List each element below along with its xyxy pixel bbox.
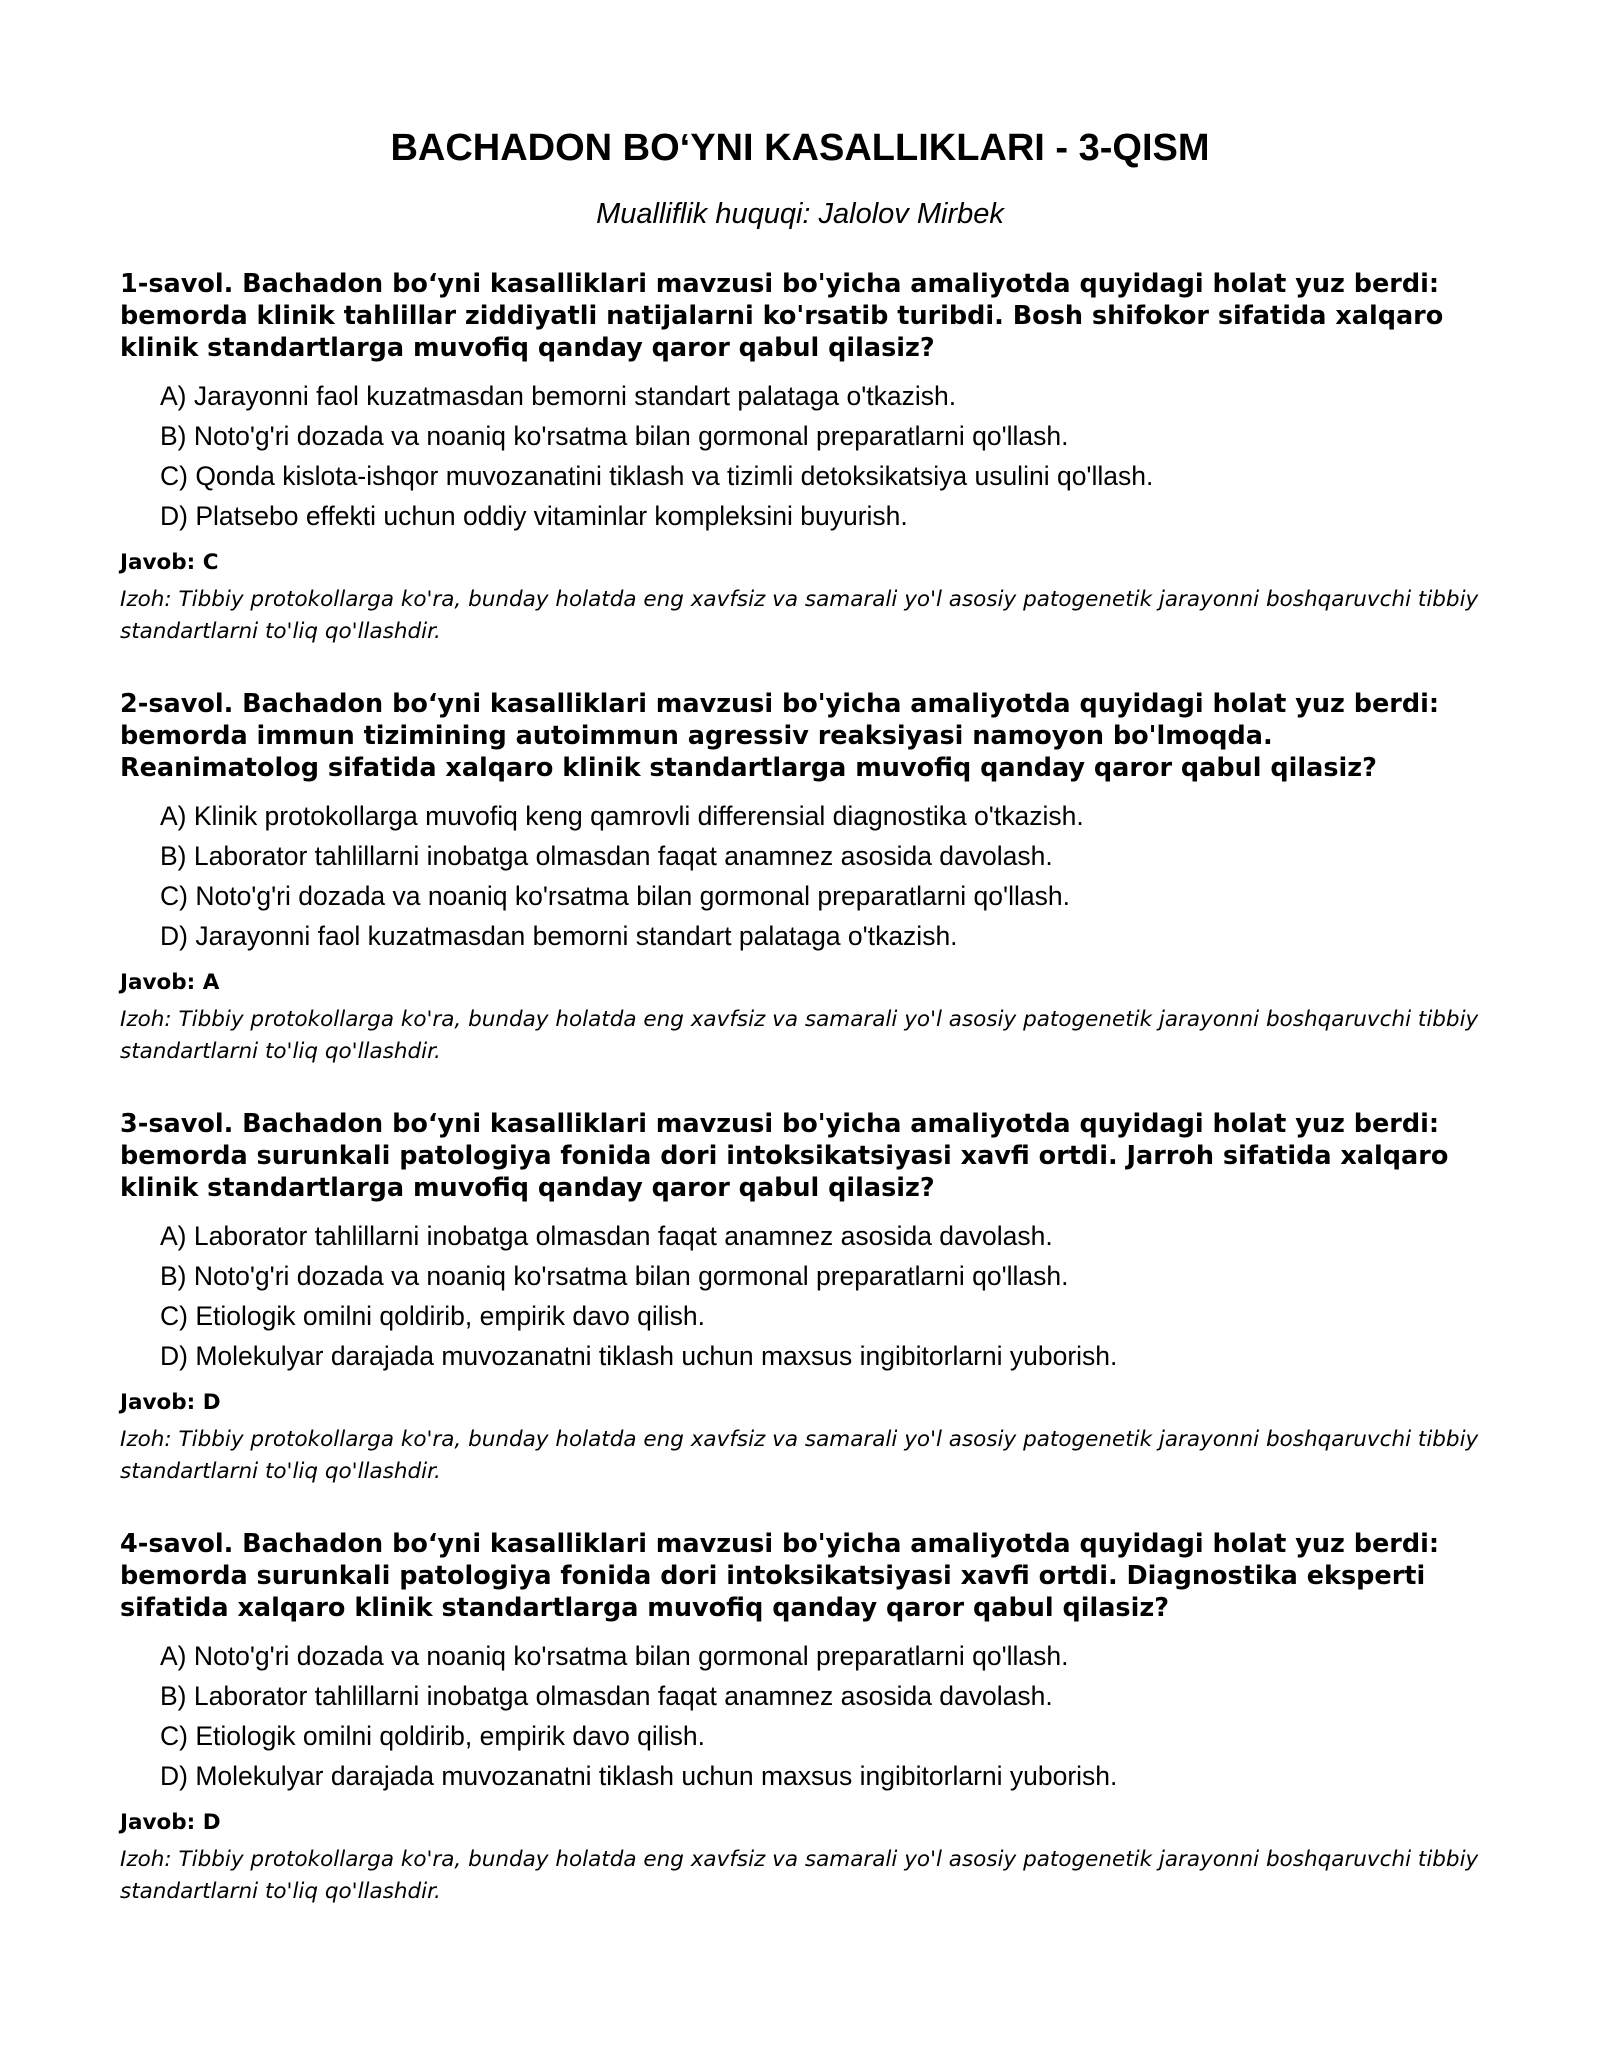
question-list <box>120 268 1480 1908</box>
question-1 <box>120 268 1480 648</box>
question-text: 3-savol. Bachadon bo‘yni kasalliklari mavzusi bo'yicha amaliyotda quyidagi holat yuz berdi: bemorda surunkali patologiya fonida dori intoksikatsiyasi xavfi ortdi. Jarroh sifatida xalqaro klinik standartlarga muvofiq qanday qaror qabul qilasiz? <box>120 1109 1449 1203</box>
answer-options <box>160 796 1480 956</box>
answer-options <box>160 1636 1480 1796</box>
explanation-note: Izoh: Tibbiy protokollarga ko'ra, bunday holatda eng xavfsiz va samarali yo'l asosiy patogenetik jarayonni boshqaruvchi tibbiy standartlarni to'liq qo'llashdir. <box>120 1427 1479 1484</box>
question-3 <box>120 1108 1480 1488</box>
question-4 <box>120 1528 1480 1908</box>
option-c: C) Noto'g'ri dozada va noaniq ko'rsatma bilan gormonal preparatlarni qo'llash. <box>160 881 1070 911</box>
option-c: C) Etiologik omilni qoldirib, empirik davo qilish. <box>160 1301 705 1331</box>
question-text: 2-savol. Bachadon bo‘yni kasalliklari mavzusi bo'yicha amaliyotda quyidagi holat yuz berdi: bemorda immun tizimining autoimmun agressiv reaksiyasi namoyon bo'lmoqda. Reanimatolog sifatida xalqaro klinik standartlarga muvofiq qanday qaror qabul qilasiz? <box>120 689 1440 783</box>
option-d: D) Platsebo effekti uchun oddiy vitaminlar kompleksini buyurish. <box>160 501 908 531</box>
option-a: A) Laborator tahlillarni inobatga olmasdan faqat anamnez asosida davolash. <box>160 1221 1053 1251</box>
option-c: C) Etiologik omilni qoldirib, empirik davo qilish. <box>160 1721 705 1751</box>
answer-options <box>160 1216 1480 1376</box>
option-d: D) Jarayonni faol kuzatmasdan bemorni standart palataga o'tkazish. <box>160 921 958 951</box>
option-b: B) Noto'g'ri dozada va noaniq ko'rsatma bilan gormonal preparatlarni qo'llash. <box>160 1261 1069 1291</box>
answer-key: Javob: D <box>120 1390 221 1415</box>
answer-key: Javob: A <box>120 970 220 995</box>
document-author: Mualliflik huquqi: Jalolov Mirbek <box>596 198 1004 230</box>
option-d: D) Molekulyar darajada muvozanatni tiklash uchun maxsus ingibitorlarni yuborish. <box>160 1761 1118 1791</box>
option-b: B) Laborator tahlillarni inobatga olmasdan faqat anamnez asosida davolash. <box>160 841 1053 871</box>
question-2 <box>120 688 1480 1068</box>
option-a: A) Klinik protokollarga muvofiq keng qamrovli differensial diagnostika o'tkazish. <box>160 801 1084 831</box>
explanation-note: Izoh: Tibbiy protokollarga ko'ra, bunday holatda eng xavfsiz va samarali yo'l asosiy patogenetik jarayonni boshqaruvchi tibbiy standartlarni to'liq qo'llashdir. <box>120 1847 1479 1904</box>
option-d: D) Molekulyar darajada muvozanatni tiklash uchun maxsus ingibitorlarni yuborish. <box>160 1341 1118 1371</box>
question-text: 1-savol. Bachadon bo‘yni kasalliklari mavzusi bo'yicha amaliyotda quyidagi holat yuz berdi: bemorda klinik tahlillar ziddiyatli natijalarni ko'rsatib turibdi. Bosh shifokor sifatida xalqaro klinik standartlarga muvofiq qanday qaror qabul qilasiz? <box>120 269 1444 363</box>
answer-key: Javob: D <box>120 1810 221 1835</box>
option-a: A) Noto'g'ri dozada va noaniq ko'rsatma bilan gormonal preparatlarni qo'llash. <box>160 1641 1069 1671</box>
option-b: B) Noto'g'ri dozada va noaniq ko'rsatma bilan gormonal preparatlarni qo'llash. <box>160 421 1069 451</box>
option-c: C) Qonda kislota-ishqor muvozanatini tiklash va tizimli detoksikatsiya usulini qo'llash. <box>160 461 1154 491</box>
answer-options <box>160 376 1480 536</box>
document-title: BACHADON BO‘YNI KASALLIKLARI - 3-QISM <box>390 127 1210 169</box>
answer-key: Javob: C <box>120 550 219 575</box>
option-a: A) Jarayonni faol kuzatmasdan bemorni standart palataga o'tkazish. <box>160 381 957 411</box>
explanation-note: Izoh: Tibbiy protokollarga ko'ra, bunday holatda eng xavfsiz va samarali yo'l asosiy patogenetik jarayonni boshqaruvchi tibbiy standartlarni to'liq qo'llashdir. <box>120 1007 1479 1064</box>
question-text: 4-savol. Bachadon bo‘yni kasalliklari mavzusi bo'yicha amaliyotda quyidagi holat yuz berdi: bemorda surunkali patologiya fonida dori intoksikatsiyasi xavfi ortdi. Diagnostika eksperti sifatida xalqaro klinik standartlarga muvofiq qanday qaror qabul qilasiz? <box>120 1529 1440 1623</box>
option-b: B) Laborator tahlillarni inobatga olmasdan faqat anamnez asosida davolash. <box>160 1681 1053 1711</box>
explanation-note: Izoh: Tibbiy protokollarga ko'ra, bunday holatda eng xavfsiz va samarali yo'l asosiy patogenetik jarayonni boshqaruvchi tibbiy standartlarni to'liq qo'llashdir. <box>120 587 1479 644</box>
